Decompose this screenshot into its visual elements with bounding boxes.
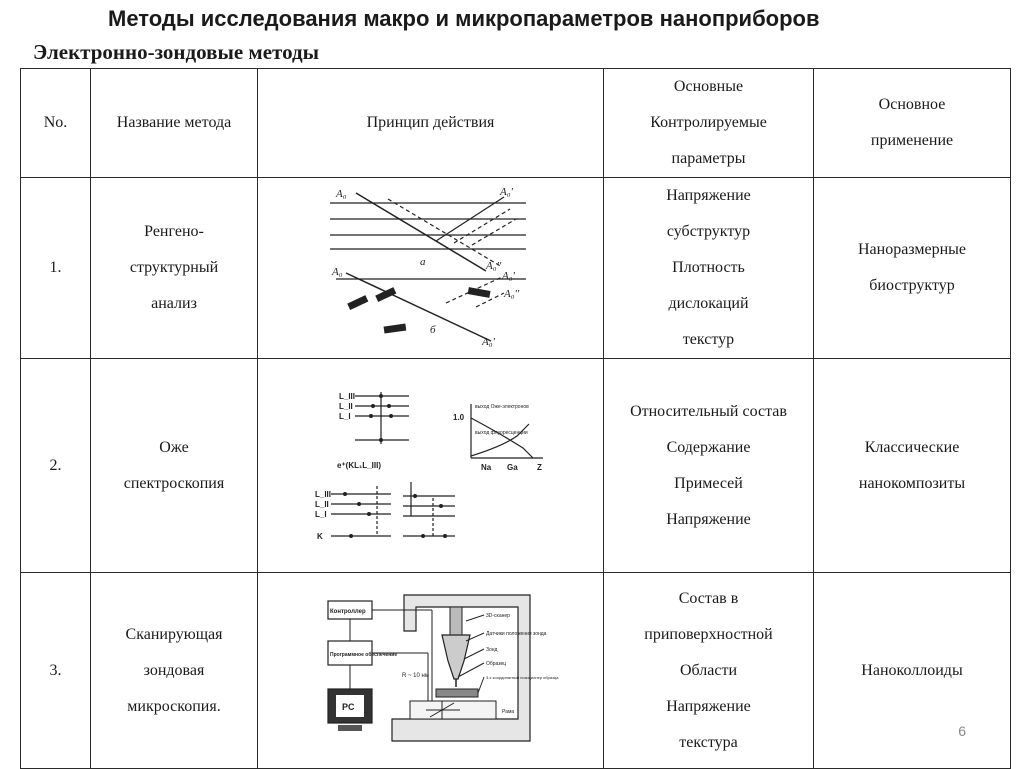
param-line: Напряжение: [666, 510, 751, 528]
xray-label-a0pp-top: A₀'': [485, 260, 501, 272]
spm-sample-label: Образец: [485, 660, 506, 667]
xray-label-a0pp-mid: A₀'': [503, 288, 519, 300]
row-number: 1.: [21, 178, 91, 359]
header-principle: Принцип действия: [258, 69, 604, 178]
slide-subtitle: Электронно-зондовые методы: [33, 40, 320, 64]
application-line: нанокомпозиты: [858, 474, 966, 492]
table-row: [21, 359, 1011, 573]
param-line: текстур: [682, 331, 735, 348]
application: [814, 178, 1011, 359]
spm-distance-label: R ~ 10 нм: [401, 672, 429, 679]
param-line: Содержание: [666, 438, 751, 456]
spm-controller-label: Контроллер: [329, 608, 366, 615]
xray-label-a: а: [419, 256, 425, 268]
auger-label-l2-top: L_II: [338, 401, 353, 411]
method-name-line: спектроскопия: [123, 474, 225, 492]
header-application: [814, 69, 1011, 178]
xray-label-a0p-bottom: A₀': [481, 336, 495, 348]
application-line: Наноколлоиды: [861, 661, 963, 679]
controlled-params: [604, 178, 814, 359]
param-line: Состав в: [678, 589, 739, 607]
scanning-probe-microscope-diagram: [324, 591, 558, 751]
header-params: [604, 69, 814, 178]
param-line: Напряжение: [666, 187, 751, 204]
auger-label-l2-bottom: L_II: [314, 499, 329, 509]
xray-label-a0-mid: A₀: [331, 266, 343, 278]
header-application-line: применение: [870, 132, 954, 149]
header-params-line: Контролируемые: [650, 114, 767, 131]
auger-curve-label-top: выход Оже-электронов: [474, 403, 529, 410]
param-line: приповерхностной: [644, 625, 773, 643]
xray-label-a0-top: A₀: [335, 188, 347, 200]
method-name-line: микроскопия.: [127, 697, 221, 715]
auger-label-k: K: [316, 531, 323, 541]
spm-software-label: Программное обеспечение: [329, 651, 397, 658]
principle-cell: [258, 359, 604, 573]
spm-stage-label: 3-х координатный позиционер образца: [485, 674, 558, 680]
application: [814, 573, 1011, 769]
auger-graph-x-na: Na: [480, 462, 491, 472]
method-name: [91, 178, 258, 359]
param-line: дислокаций: [668, 295, 749, 312]
method-name-line: Оже: [159, 438, 189, 456]
auger-label-l1-bottom: L_I: [314, 509, 327, 519]
controlled-params: [604, 359, 814, 573]
method-name: [91, 359, 258, 573]
param-line: Плотность: [672, 259, 745, 276]
header-params-line: параметры: [671, 150, 746, 167]
table-row: [21, 573, 1011, 769]
method-name: [91, 573, 258, 769]
method-name-line: структурный: [129, 259, 219, 276]
param-line: Области: [679, 661, 738, 679]
method-name-line: анализ: [151, 295, 197, 312]
method-name-line: Ренгено-: [144, 223, 204, 240]
application: [814, 359, 1011, 573]
spm-scanner-label: 3D-сканер: [485, 612, 510, 619]
header-params-line: Основные: [673, 78, 744, 95]
header-method: Название метода: [91, 69, 258, 178]
param-line: текстура: [679, 733, 738, 751]
xray-label-b: б: [429, 324, 436, 336]
spm-pc-label: PC: [341, 701, 355, 712]
principle-cell: [258, 573, 604, 769]
auger-graph-x-z: Z: [536, 462, 542, 472]
table-row: [21, 178, 1011, 359]
auger-spectroscopy-diagram: [311, 386, 551, 546]
param-line: Напряжение: [666, 697, 751, 715]
application-line: биоструктур: [869, 277, 955, 294]
auger-label-l3-bottom: L_III: [314, 489, 331, 499]
param-line: субструктур: [666, 223, 751, 240]
spm-frame-label: Рама: [501, 708, 514, 715]
param-line: Примесей: [674, 474, 743, 492]
param-line: Относительный состав: [630, 402, 787, 420]
xray-label-a0p-mid: A₀': [501, 270, 515, 282]
page-number: 6: [958, 723, 966, 739]
table-header-row: [21, 69, 1011, 178]
principle-cell: [258, 178, 604, 359]
auger-graph-x-ga: Ga: [506, 462, 518, 472]
auger-graph-y-value: 1.0: [452, 412, 464, 422]
auger-formula: e⁺(KL₁L_III): [336, 460, 381, 470]
header-no: No.: [21, 69, 91, 178]
auger-label-l1-top: L_I: [338, 411, 351, 421]
x-ray-diffraction-diagram: [326, 183, 536, 353]
method-name-line: Сканирующая: [125, 625, 223, 643]
row-number: 3.: [21, 573, 91, 769]
header-application-line: Основное: [878, 96, 946, 113]
controlled-params: [604, 573, 814, 769]
application-line: Классические: [864, 438, 960, 456]
spm-sensors-label: Датчики положения зонда: [485, 630, 546, 637]
auger-label-l3-top: L_III: [338, 391, 355, 401]
auger-curve-label-bottom: выход флуоресценции: [474, 429, 528, 436]
application-line: Наноразмерные: [857, 241, 967, 258]
methods-table: [20, 68, 1011, 769]
spm-probe-label: Зонд: [485, 646, 497, 653]
xray-label-a0p-top: A₀': [499, 186, 513, 198]
method-name-line: зондовая: [143, 661, 205, 679]
slide-title: Методы исследования макро и микропараметров наноприборов: [108, 6, 820, 31]
row-number: 2.: [21, 359, 91, 573]
